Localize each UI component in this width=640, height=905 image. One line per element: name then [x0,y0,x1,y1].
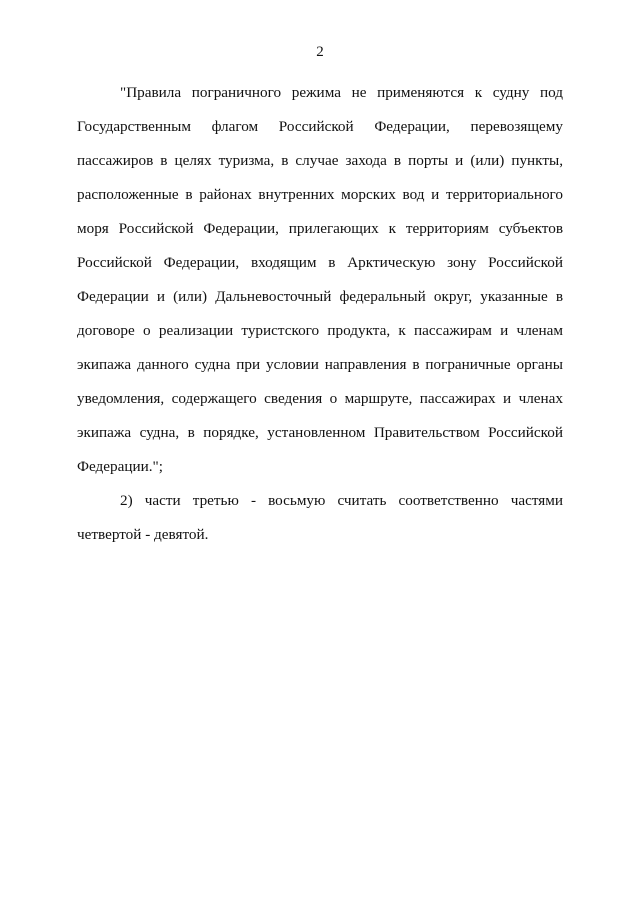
paragraph-border-regime-rules: "Правила пограничного режима не применяются к судну под Государственным флагом Российской Федерации, перевозящему пассажиров в целях туризма, в случае захода в порты и (или) пункты, расположенные в районах внутренних морских вод и территориального моря Российской Федерации, прилегающих к территориям субъектов Российской Федерации, входящим в Арктическую зону Российской Федерации и (или) Дальневосточный федеральный округ, указанные в договоре о реализации туристского продукта, к пассажирам и членам экипажа данного судна при условии направления в пограничные органы уведомления, содержащего сведения о маршруте, пассажирах и членах экипажа судна, в порядке, установленном Правительством Российской Федерации."; [77,84,563,475]
document-body [77,76,563,552]
page-number: 2 [316,44,324,60]
paragraph-renumber-parts: 2) части третью - восьмую считать соответственно частями четвертой - девятой. [77,492,563,543]
